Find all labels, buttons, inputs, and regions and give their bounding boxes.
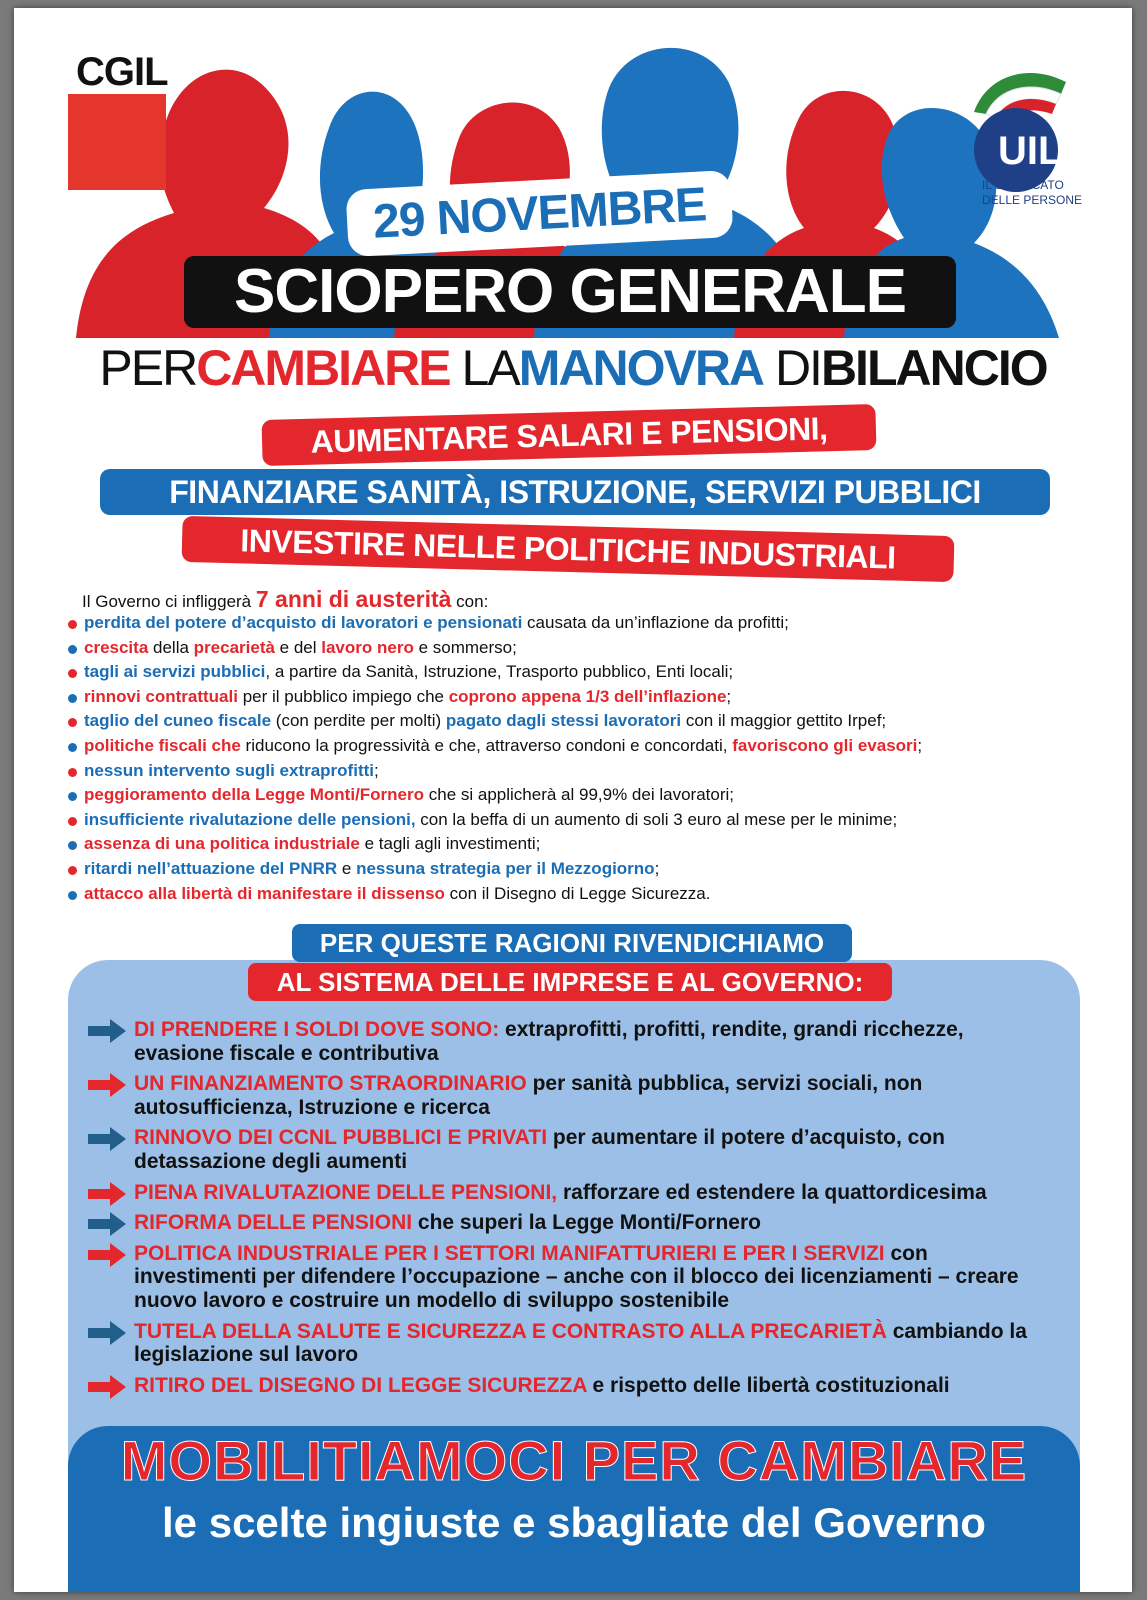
grievance-text: taglio del cuneo fiscale bbox=[84, 711, 272, 731]
grievance-text: coprono appena 1/3 dell’inflazione bbox=[448, 686, 727, 706]
footer-line2: le scelte ingiuste e sbagliate del Governo bbox=[162, 1499, 986, 1546]
goal-industria: INVESTIRE NELLE POLITICHE INDUSTRIALI bbox=[182, 516, 955, 582]
demand-item bbox=[88, 1126, 1048, 1173]
demand-request: TUTELA DELLA SALUTE E SICUREZZA E CONTRASTO ALLA PRECARIETÀ bbox=[134, 1319, 887, 1343]
grievance-text: nessun intervento sugli extraprofitti bbox=[84, 760, 374, 780]
grievance-item bbox=[68, 783, 1108, 808]
arrow-right-icon bbox=[88, 1073, 126, 1097]
grievance-text: assenza di una politica industriale bbox=[84, 834, 360, 854]
bullet-dot-icon bbox=[68, 841, 77, 850]
grievance-text: favoriscono gli evasori bbox=[732, 735, 918, 755]
demands-list bbox=[88, 1018, 1048, 1404]
footer-line1: MOBILITIAMOCI PER CAMBIARE bbox=[120, 1429, 1028, 1492]
tagline-per: PER bbox=[99, 340, 197, 396]
bullet-dot-icon bbox=[68, 718, 77, 727]
bullet-dot-icon bbox=[68, 694, 77, 703]
intro-post: con: bbox=[456, 592, 489, 611]
cgil-logo-text: CGIL bbox=[76, 50, 168, 94]
arrow-right-icon bbox=[88, 1375, 126, 1399]
grievance-text: nessuna strategia per il Mezzogiorno bbox=[356, 858, 655, 878]
grievance-text: ; bbox=[917, 735, 923, 755]
grievance-text: insufficiente rivalutazione delle pensioni, bbox=[84, 809, 416, 829]
grievance-text: crescita bbox=[84, 637, 149, 657]
strike-date: 29 NOVEMBRE bbox=[346, 170, 734, 257]
svg-text:UIL: UIL bbox=[998, 129, 1063, 173]
grievance-text: attacco alla libertà di manifestare il dissenso bbox=[84, 883, 445, 903]
tagline bbox=[14, 338, 1132, 398]
grievance-item bbox=[68, 759, 1108, 784]
grievance-text: che si applicherà al 99,9% dei lavoratori; bbox=[424, 785, 734, 805]
demand-detail: e rispetto delle libertà costituzionali bbox=[586, 1373, 950, 1397]
demand-item bbox=[88, 1018, 1048, 1065]
grievance-text: con il maggior gettito Irpef; bbox=[681, 711, 887, 731]
demand-request: RINNOVO DEI CCNL PUBBLICI E PRIVATI bbox=[134, 1126, 548, 1150]
tagline-cambiare: CAMBIARE bbox=[196, 340, 450, 396]
bullet-dot-icon bbox=[68, 792, 77, 801]
grievance-text: perdita del potere d’acquisto di lavoratori e pensionati bbox=[84, 613, 523, 632]
demand-request: UN FINANZIAMENTO STRAORDINARIO bbox=[134, 1072, 527, 1096]
grievance-text: lavoro nero bbox=[321, 637, 414, 657]
arrow-right-icon bbox=[88, 1182, 126, 1206]
goal-salari: AUMENTARE SALARI E PENSIONI, bbox=[262, 404, 877, 466]
demand-item bbox=[88, 1181, 1048, 1205]
grievance-text: rinnovi contrattuali bbox=[84, 686, 238, 706]
demand-request: POLITICA INDUSTRIALE PER I SETTORI MANIFATTURIERI E PER I SERVIZI bbox=[134, 1241, 885, 1265]
grievance-text: e tagli agli investimenti; bbox=[359, 834, 541, 854]
demand-detail: extraprofitti, profitti, rendite, grandi ricchezze, evasione fiscale e contributiva bbox=[134, 1018, 964, 1065]
tagline-di: DI bbox=[774, 340, 821, 396]
bullet-dot-icon bbox=[68, 866, 77, 875]
bullet-dot-icon bbox=[68, 817, 77, 826]
grievance-text: ; bbox=[654, 858, 660, 878]
grievance-text: ; bbox=[726, 686, 732, 706]
demand-detail: per aumentare il potere d’acquisto, con detassazione degli aumenti bbox=[134, 1126, 945, 1173]
goal-sanita: FINANZIARE SANITÀ, ISTRUZIONE, SERVIZI PUBBLICI bbox=[100, 469, 1050, 515]
poster bbox=[14, 8, 1132, 1592]
grievance-item bbox=[68, 611, 1108, 636]
bullet-dot-icon bbox=[68, 768, 77, 777]
demand-item bbox=[88, 1072, 1048, 1119]
intro-pre: Il Governo ci infliggerà bbox=[82, 592, 252, 611]
arrow-right-icon bbox=[88, 1243, 126, 1267]
intro-highlight: 7 anni di austerità bbox=[255, 586, 452, 612]
demand-item bbox=[88, 1242, 1048, 1313]
grievance-text: , a partire da Sanità, Istruzione, Trasporto pubblico, Enti locali; bbox=[265, 662, 734, 682]
demand-request: RITIRO DEL DISEGNO DI LEGGE SICUREZZA bbox=[134, 1373, 587, 1397]
demand-detail: rafforzare ed estendere la quattordicesima bbox=[557, 1180, 987, 1204]
grievance-item bbox=[68, 685, 1108, 710]
bullet-dot-icon bbox=[68, 743, 77, 752]
grievance-text: pagato dagli stessi lavoratori bbox=[445, 711, 682, 731]
tagline-bilancio: BILANCIO bbox=[820, 340, 1047, 396]
grievance-text: (con perdite per molti) bbox=[271, 711, 446, 731]
arrow-right-icon bbox=[88, 1321, 126, 1345]
grievance-item bbox=[68, 857, 1108, 882]
grievance-text: per il pubblico impiego che bbox=[237, 686, 449, 706]
bullet-dot-icon bbox=[68, 669, 77, 678]
uil-subtitle-line1: IL SINDACATO bbox=[982, 178, 1064, 192]
uil-subtitle-line2: DELLE PERSONE bbox=[982, 193, 1083, 207]
uil-subtitle bbox=[982, 178, 1092, 208]
demand-request: PIENA RIVALUTAZIONE DELLE PENSIONI, bbox=[134, 1180, 558, 1204]
demand-detail: cambiando la legislazione sul lavoro bbox=[134, 1319, 1027, 1367]
demand-item bbox=[88, 1374, 1048, 1398]
grievance-item bbox=[68, 734, 1108, 759]
arrow-right-icon bbox=[88, 1127, 126, 1151]
bullet-dot-icon bbox=[68, 891, 77, 900]
grievance-list bbox=[68, 611, 1108, 906]
grievance-item bbox=[68, 832, 1108, 857]
bullet-dot-icon bbox=[68, 620, 77, 629]
arrow-right-icon bbox=[88, 1212, 126, 1236]
grievance-text: causata da un’inflazione da profitti; bbox=[522, 613, 789, 632]
grievance-text: con la beffa di un aumento di soli 3 euro al mese per le minime; bbox=[415, 809, 898, 829]
tagline-manovra: MANOVRA bbox=[518, 340, 764, 396]
grievance-text: tagli ai servizi pubblici bbox=[84, 662, 266, 682]
arrow-right-icon bbox=[88, 1019, 126, 1043]
grievance-text: con il Disegno di Legge Sicurezza. bbox=[444, 883, 711, 903]
strike-title: SCIOPERO GENERALE bbox=[184, 256, 956, 328]
demand-request: DI PRENDERE I SOLDI DOVE SONO: bbox=[134, 1018, 500, 1041]
grievance-text: e sommerso; bbox=[413, 637, 517, 657]
demand-request: RIFORMA DELLE PENSIONI bbox=[134, 1211, 413, 1235]
demand-detail: che superi la Legge Monti/Fornero bbox=[412, 1211, 761, 1235]
grievance-text: precarietà bbox=[193, 637, 275, 657]
grievance-item bbox=[68, 636, 1108, 661]
intro-text bbox=[82, 586, 488, 613]
grievance-item bbox=[68, 808, 1108, 833]
grievance-text: ; bbox=[374, 760, 379, 780]
grievance-item bbox=[68, 660, 1108, 685]
grievance-text: e bbox=[337, 858, 357, 878]
tagline-la: LA bbox=[461, 340, 519, 396]
demand-item bbox=[88, 1320, 1048, 1367]
grievance-text: della bbox=[148, 637, 194, 657]
demand-item bbox=[88, 1211, 1048, 1235]
grievance-text: riducono la progressività e che, attraverso condoni e concordati, bbox=[240, 735, 733, 755]
demand-detail: per sanità pubblica, servizi sociali, non autosufficienza, Istruzione e ricerca bbox=[134, 1072, 923, 1119]
grievance-text: ritardi nell’attuazione del PNRR bbox=[84, 858, 338, 878]
grievance-text: politiche fiscali che bbox=[84, 735, 241, 755]
grievance-text: peggioramento della Legge Monti/Fornero bbox=[84, 785, 425, 805]
demands-header-line2: AL SISTEMA DELLE IMPRESE E AL GOVERNO: bbox=[248, 963, 892, 1001]
cgil-logo-square bbox=[68, 94, 166, 190]
demand-detail: con investimenti per difendere l’occupazione – anche con il blocco dei licenziamenti – creare nuovo lavoro e costruire un modello di sviluppo sostenibile bbox=[134, 1241, 1019, 1312]
grievance-item bbox=[68, 882, 1108, 907]
grievance-item bbox=[68, 709, 1108, 734]
demands-header-line1: PER QUESTE RAGIONI RIVENDICHIAMO bbox=[292, 924, 852, 962]
bullet-dot-icon bbox=[68, 645, 77, 654]
grievance-text: e del bbox=[274, 637, 322, 657]
